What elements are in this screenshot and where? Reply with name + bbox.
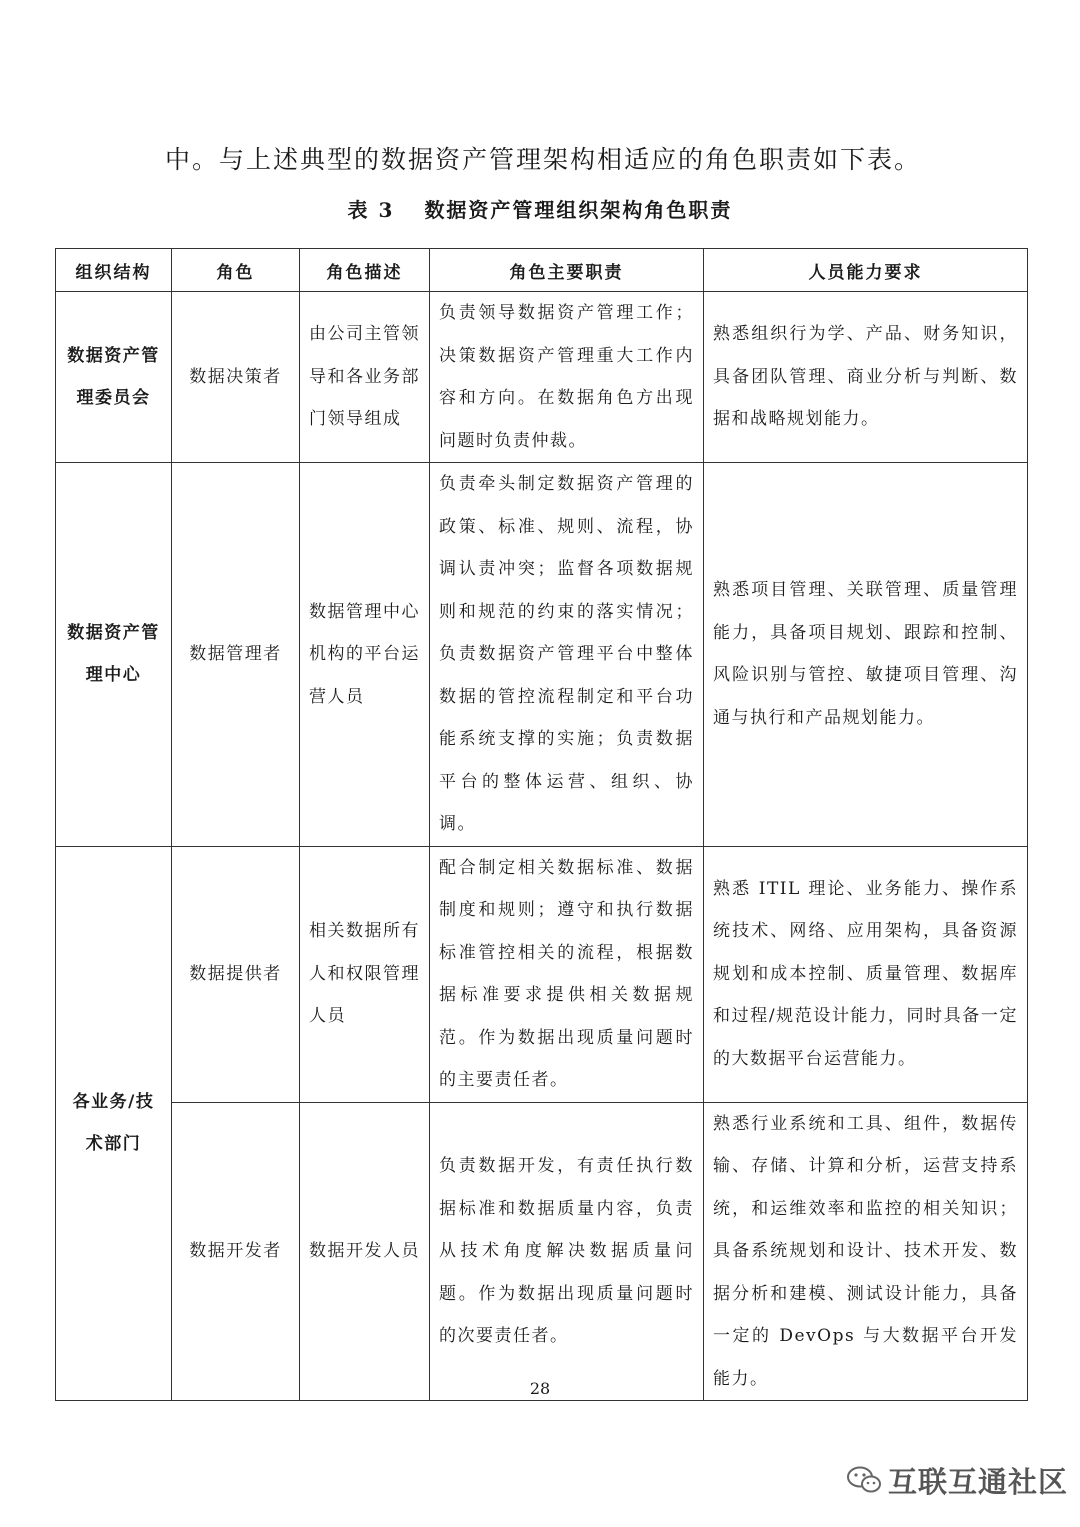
duty-cell: 负责数据开发，有责任执行数据标准和数据质量内容，负责从技术角度解决数据质量问题。作为数据出现质量问题时的次要责任者。 — [430, 1102, 704, 1401]
header-desc: 角色描述 — [300, 249, 430, 292]
watermark — [846, 1455, 1068, 1505]
org-cell: 数据资产管理委员会 — [56, 292, 172, 463]
duty-cell: 负责牵头制定数据资产管理的政策、标准、规则、流程，协调认责冲突；监督各项数据规则和规范的约束的落实情况；负责数据资产管理平台中整体数据的管控流程制定和平台功能系统支撑的实施；负责数据平台的整体运营、组织、协调。 — [430, 463, 704, 847]
duty-cell: 负责领导数据资产管理工作；决策数据资产管理重大工作内容和方向。在数据角色方出现问题时负责仲裁。 — [430, 292, 704, 463]
role-cell: 数据开发者 — [172, 1102, 300, 1401]
org-cell: 各业务/技术部门 — [56, 846, 172, 1401]
desc-cell: 由公司主管领导和各业务部门领导组成 — [300, 292, 430, 463]
table-row — [56, 292, 1028, 463]
header-duty: 角色主要职责 — [430, 249, 704, 292]
desc-cell: 数据开发人员 — [300, 1102, 430, 1401]
header-req: 人员能力要求 — [704, 249, 1028, 292]
req-cell: 熟悉 ITIL 理论、业务能力、操作系统技术、网络、应用架构，具备资源规划和成本控制、质量管理、数据库和过程/规范设计能力，同时具备一定的大数据平台运营能力。 — [704, 846, 1028, 1102]
wechat-icon — [846, 1465, 882, 1495]
role-cell: 数据提供者 — [172, 846, 300, 1102]
role-cell: 数据决策者 — [172, 292, 300, 463]
table-caption-number: 表 3 — [347, 198, 395, 222]
table-row — [56, 846, 1028, 1102]
roles-table — [55, 248, 1028, 1401]
watermark-text: 互联互通社区 — [888, 1464, 1069, 1499]
table-header-row — [56, 249, 1028, 292]
table-row — [56, 463, 1028, 847]
page-number: 28 — [529, 1379, 551, 1398]
header-org: 组织结构 — [56, 249, 172, 292]
req-cell: 熟悉项目管理、关联管理、质量管理能力，具备项目规划、跟踪和控制、风险识别与管控、敏捷项目管理、沟通与执行和产品规划能力。 — [704, 463, 1028, 847]
table-caption — [0, 192, 1080, 228]
desc-cell: 数据管理中心机构的平台运营人员 — [300, 463, 430, 847]
desc-cell: 相关数据所有人和权限管理人员 — [300, 846, 430, 1102]
req-cell: 熟悉组织行为学、产品、财务知识，具备团队管理、商业分析与判断、数据和战略规划能力。 — [704, 292, 1028, 463]
table-row — [56, 1102, 1028, 1401]
header-role: 角色 — [172, 249, 300, 292]
table-caption-title: 数据资产管理组织架构角色职责 — [424, 198, 733, 222]
duty-cell: 配合制定相关数据标准、数据制度和规则；遵守和执行数据标准管控相关的流程，根据数据标准要求提供相关数据规范。作为数据出现质量问题时的主要责任者。 — [430, 846, 704, 1102]
req-cell: 熟悉行业系统和工具、组件，数据传输、存储、计算和分析，运营支持系统，和运维效率和监控的相关知识；具备系统规划和设计、技术开发、数据分析和建模、测试设计能力，具备一定的 DevOps 与大数据平台开发能力。 — [704, 1102, 1028, 1401]
role-cell: 数据管理者 — [172, 463, 300, 847]
intro-paragraph: 中。与上述典型的数据资产管理架构相适应的角色职责如下表。 — [165, 145, 922, 174]
org-cell: 数据资产管理中心 — [56, 463, 172, 847]
